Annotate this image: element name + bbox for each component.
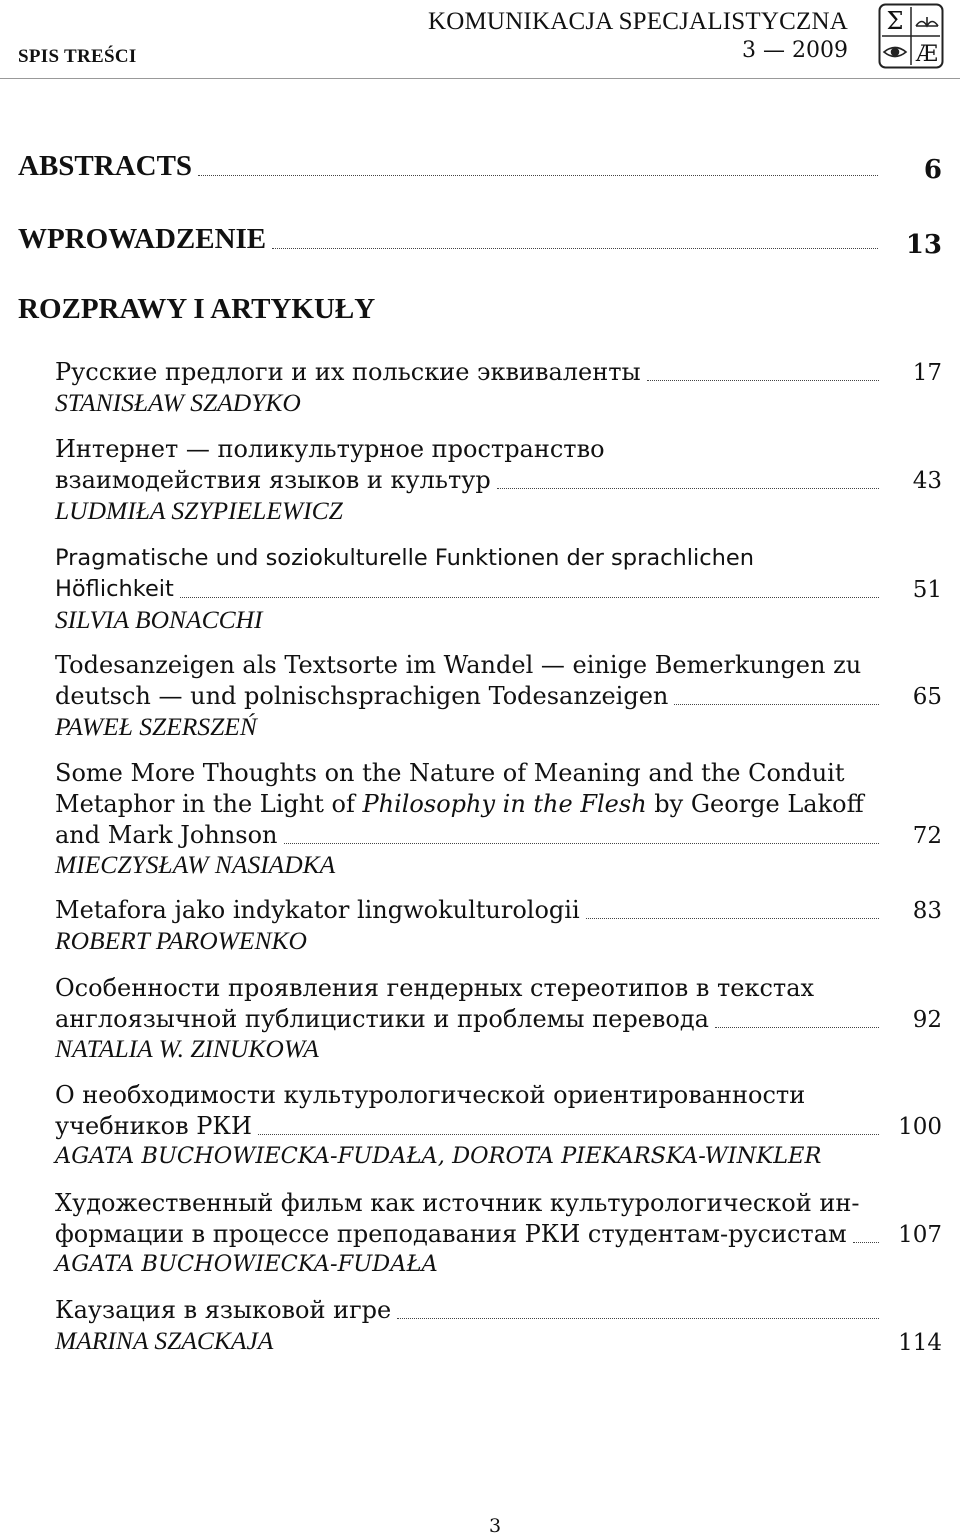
dot-leader [258,1133,879,1135]
article-title-text: Metaphor in the Light of [55,790,363,818]
toc-page: 13 [905,230,942,260]
article-title: deutsch — und polnischsprachigen Todesanzeigen [55,682,669,710]
article-title: англоязычной публицистики и проблемы перевода [55,1005,709,1033]
dot-leader [497,487,879,489]
article-author: STANISŁAW SZADYKO [55,388,301,417]
toc-entry-wprowadzenie[interactable] [18,223,878,256]
header-divider [0,78,960,79]
article-author: LUDMIŁA SZYPIELEWICZ [55,496,343,525]
article-title-line: Интернет — поликультурное пространство [55,435,605,463]
article-title-line: Pragmatische und soziokulturelle Funktionen der sprachlichen [55,545,754,571]
article-author: SILVIA BONACCHI [55,605,263,634]
section-heading: ROZPRAWY I ARTYKUŁY [18,293,376,325]
article-title-line: О необходимости культурологической ориентированности [55,1081,806,1109]
dot-leader [198,174,878,176]
article-title: формации в процессе преподавания РКИ студентам-русистам [55,1220,847,1248]
article-title-text: by George Lakoff [646,790,864,818]
toc-entry-article[interactable] [55,1004,879,1035]
article-page: 43 [912,468,942,494]
article-title: Höflichkeit [55,576,174,602]
article-title: взаимодействия языков и культур [55,466,491,494]
article-author: AGATA BUCHOWIECKA-FUDAŁA [55,1251,438,1277]
article-page: 114 [898,1330,942,1356]
page-number: 3 [488,1515,502,1537]
article-title-line: Some More Thoughts on the Nature of Meaning and the Conduit [55,759,845,787]
book-title: Philosophy in the Flesh [362,790,647,818]
article-page: 72 [912,823,942,849]
sigma-glyph: Σ [886,7,904,35]
article-title-line: Todesanzeigen als Textsorte im Wandel — einige Bemerkungen zu [55,651,862,679]
article-page: 100 [898,1114,942,1140]
toc-entry-article[interactable] [55,574,879,605]
article-title: Русские предлоги и их польские эквиваленты [55,358,641,386]
toc-page: 6 [923,155,942,185]
toc-title: ABSTRACTS [18,150,193,182]
article-title-line: Художественный фильм как источник культурологической ин- [55,1189,860,1217]
dot-leader [180,596,879,598]
dot-leader [397,1317,879,1319]
issue-label: 3 — 2009 [742,38,848,63]
dot-leader [586,917,879,919]
dot-leader [284,842,880,844]
toc-entry-article[interactable] [55,1219,879,1250]
article-author: MARINA SZACKAJA [55,1326,274,1355]
article-page: 92 [912,1007,942,1033]
toc-entry-article[interactable] [55,465,879,496]
eye-icon [884,48,906,57]
journal-title: KOMUNIKACJA SPECJALISTYCZNA [427,8,848,35]
journal-logo-icon [878,3,944,69]
section-label: SPIS TREŚCI [18,46,137,67]
toc-entry-article[interactable] [55,820,879,851]
article-title: and Mark Johnson [55,821,278,849]
article-author: NATALIA W. ZINUKOWA [55,1034,319,1063]
article-page: 83 [912,898,942,924]
dot-leader [272,247,878,249]
toc-entry-article[interactable] [55,1111,879,1142]
toc-entry-article[interactable] [55,895,879,926]
article-author: PAWEŁ SZERSZEŃ [55,712,257,741]
article-page: 17 [912,360,942,386]
toc-entry-article[interactable] [55,357,879,388]
toc-entry-article[interactable] [55,681,879,712]
article-page: 51 [912,577,942,603]
article-title: Metafora jako indykator lingwokulturologii [55,896,580,924]
toc-entry-article[interactable] [55,1295,879,1326]
ae-glyph: Æ [915,42,939,67]
book-icon [916,17,938,26]
article-title: учебников РКИ [55,1112,252,1140]
article-page: 107 [898,1222,942,1248]
article-author: MIECZYSŁAW NASIADKA [55,850,336,879]
article-title-line: Особенности проявления гендерных стереотипов в текстах [55,974,815,1002]
article-title-line [55,789,864,820]
toc-title: WPROWADZENIE [18,223,267,255]
article-title: Каузация в языковой игре [55,1296,392,1324]
article-author: AGATA BUCHOWIECKA-FUDAŁA, DOROTA PIEKARSKA-WINKLER [55,1143,822,1169]
article-page: 65 [912,684,942,710]
article-author: ROBERT PAROWENKO [55,926,307,955]
toc-entry-abstracts[interactable] [18,150,878,183]
